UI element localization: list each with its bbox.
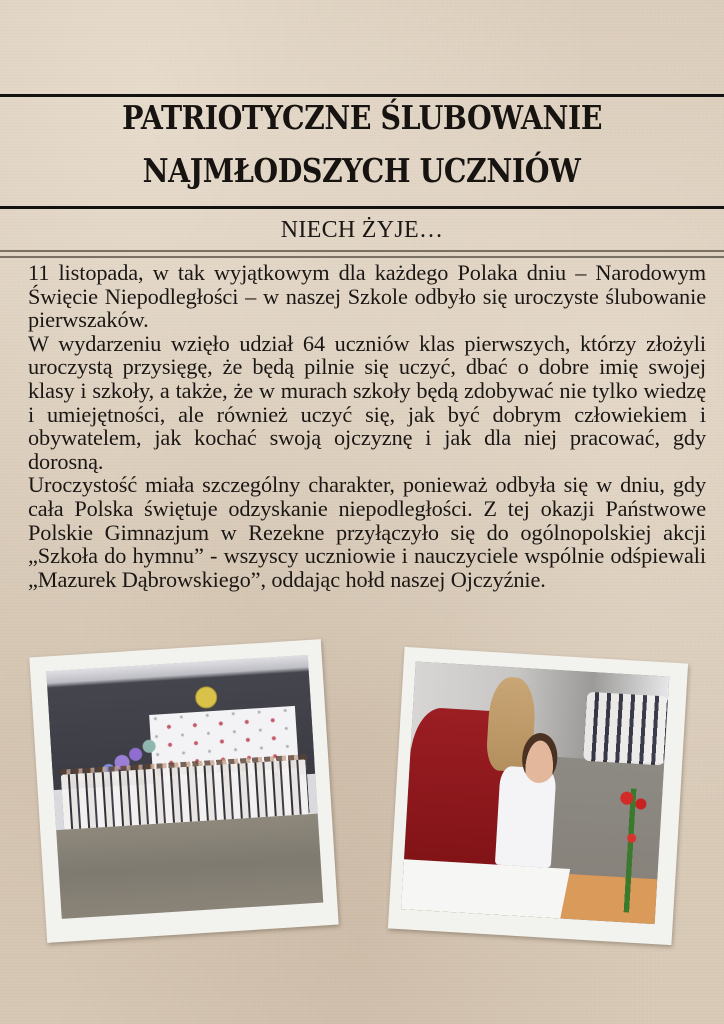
page-title-line-2-text: NAJMŁODSZYCH UCZNIÓW bbox=[143, 151, 581, 190]
page-title-line-2 bbox=[0, 145, 724, 197]
page-title-line-1 bbox=[0, 92, 724, 144]
pupil bbox=[495, 766, 557, 868]
photo-frame-hall bbox=[29, 639, 338, 943]
subtitle-rule-upper bbox=[0, 250, 724, 252]
photo-hall bbox=[46, 655, 323, 919]
seated-pupils bbox=[583, 692, 668, 766]
hall-floor bbox=[56, 813, 323, 919]
page-title-line-1-text: PATRIOTYCZNE ŚLUBOWANIE bbox=[121, 98, 602, 137]
article-body bbox=[28, 261, 706, 591]
carnations-vase bbox=[610, 788, 653, 914]
subtitle-rule-lower bbox=[0, 256, 724, 258]
article-paragraph: W wydarzeniu wzięło udział 64 uczniów klas pierwszych, którzy złożyli uroczystą przysięgę, że będą pilnie się uczyć, dbać o dobre imię swojej klasy i szkoły, a także, że w murach szkoły będą zdobywać nie tylko wiedzę i umiejętności, ale również uczyć się, jak być dobrym człowiekiem i obywatelem, jak kochać swoją ojczyznę i jak dla niej pracować, gdy dorosną. bbox=[28, 330, 706, 474]
pledge-document bbox=[401, 859, 570, 918]
article-paragraph: Uroczystość miała szczególny charakter, ponieważ odbyła się w dniu, gdy cała Polska świętuje odzyskanie niepodległości. Z tej okazji Państwowe Polskie Gimnazjum w Rezekne przyłączyło się do ogólnopolskiej akcji „Szkoła do hymnu” - wszyscy uczniowie i nauczyciele wspólnie odśpiewali „Mazurek Dąbrowskiego”, oddając hołd naszej Ojczyźnie. bbox=[28, 472, 706, 592]
section-subtitle: NIECH ŻYJE… bbox=[280, 217, 444, 243]
photo-signing bbox=[401, 662, 669, 925]
header-bottom-rule bbox=[0, 206, 724, 209]
article-paragraph: 11 listopada, w tak wyjątkowym dla każdego Polaka dniu – Narodowym Święcie Niepodległości – w naszej Szkole odbyło się uroczyste ślubowanie pierwszaków. bbox=[28, 260, 706, 333]
photo-frame-signing bbox=[388, 647, 688, 945]
